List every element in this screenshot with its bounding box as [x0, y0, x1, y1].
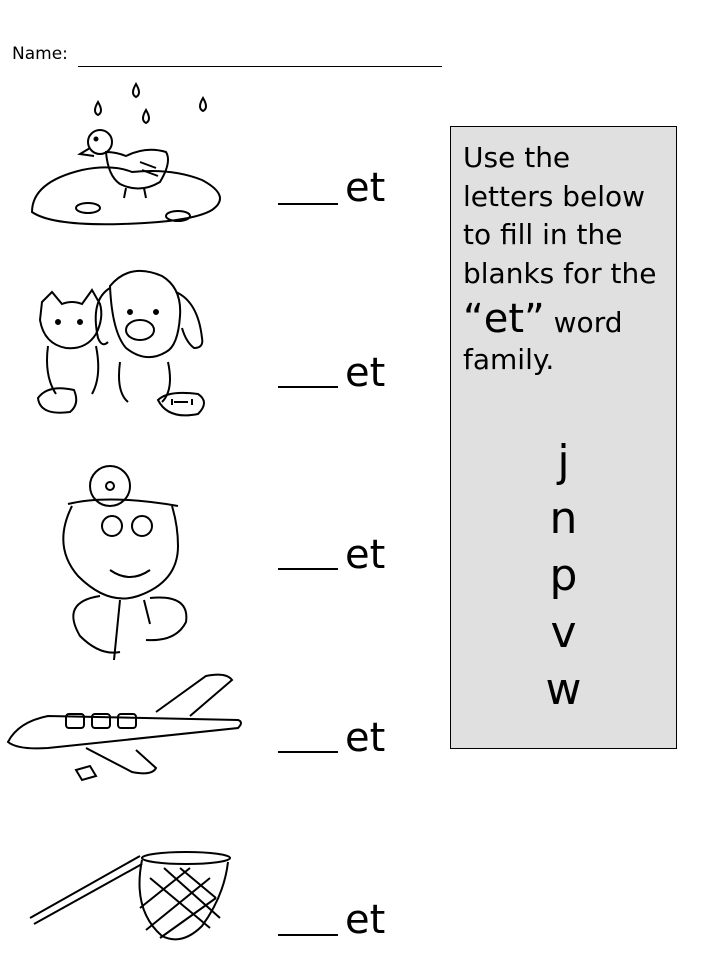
word-family-label: “et” [463, 296, 545, 342]
name-line[interactable] [78, 66, 442, 67]
duck-picture [28, 82, 228, 232]
letter-p[interactable]: p [549, 550, 578, 601]
letter-n[interactable]: n [549, 493, 578, 544]
pets-picture [34, 262, 224, 422]
answer-blank[interactable] [278, 751, 338, 753]
word-suffix: et [345, 165, 386, 211]
letter-v[interactable]: v [550, 607, 577, 658]
net-picture [26, 848, 246, 948]
instruction-line: letters below [463, 179, 645, 213]
letter-w[interactable]: w [545, 664, 582, 715]
instruction-box [450, 126, 677, 749]
letter-j[interactable]: j [557, 436, 570, 487]
word-suffix: et [345, 350, 386, 396]
instructions-text [463, 139, 675, 380]
letter-list [451, 433, 676, 718]
word-suffix: et [345, 532, 386, 578]
answer-blank[interactable] [278, 934, 338, 936]
answer-blank[interactable] [278, 203, 338, 205]
jet-picture [6, 672, 246, 782]
instruction-line: to fill in the [463, 218, 623, 251]
word-suffix: et [345, 715, 386, 761]
instruction-line: family. [463, 343, 555, 376]
vet-picture [50, 460, 190, 660]
instruction-line: blanks for the [463, 256, 657, 290]
answer-blank[interactable] [278, 568, 338, 570]
name-label: Name: [12, 44, 68, 64]
word-label: word [553, 306, 623, 339]
instruction-line: Use the [463, 141, 571, 174]
word-suffix: et [345, 897, 386, 943]
answer-blank[interactable] [278, 386, 338, 388]
